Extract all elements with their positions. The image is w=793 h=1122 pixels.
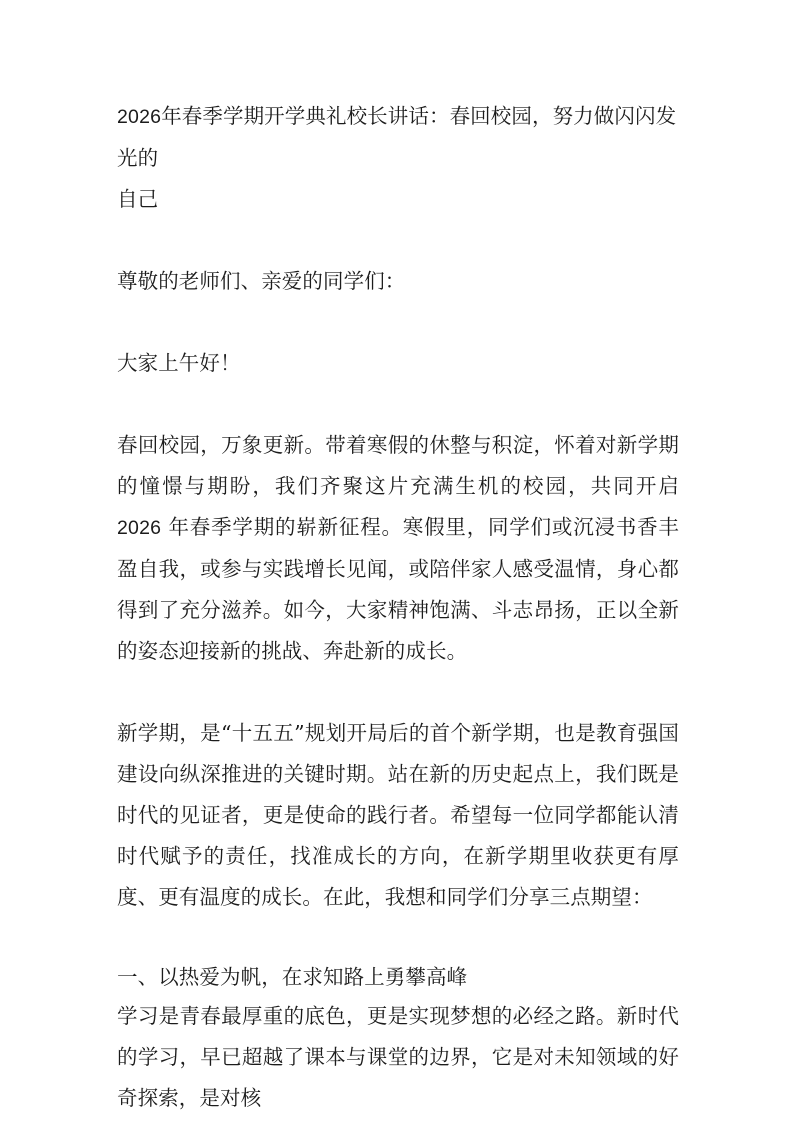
greeting: 大家上午好！ [117, 351, 241, 375]
title-text-line2: 自己 [117, 187, 159, 211]
paragraph-one-year: 2026 [117, 517, 162, 539]
blank-line-4 [117, 672, 679, 713]
blank-line-5 [117, 918, 679, 959]
blank-line-3 [117, 384, 679, 425]
paragraph-one-part-b: 年春季学期的崭新征程。寒假里，同学们或沉浸书香丰盈自我，或参与实践增长见闻，或陪伴家人感受温情，身心都得到了充分滋养。如今，大家精神饱满、斗志昂扬，正以全新的姿态迎接新的挑战、奔赴新的成长。 [117, 515, 679, 663]
blank-line-2 [117, 302, 679, 343]
section-heading-one: 一、以热爱为帆，在求知路上勇攀高峰 [117, 965, 468, 989]
paragraph-one [117, 425, 679, 672]
title-text: 年春季学期开学典礼校长讲话：春回校园，努力做闪闪发光的 [117, 104, 677, 170]
title-year: 2026 [117, 106, 162, 128]
section-one-body: 学习是青春最厚重的底色，更是实现梦想的必经之路。新时代的学习，早已超越了课本与课堂的边界，它是对未知领域的好奇探索，是对核 [117, 1004, 679, 1110]
page-footer-margin [0, 1022, 793, 1122]
page-header-margin [0, 0, 793, 96]
paragraph-two: 新学期，是“十五五”规划开局后的首个新学期，也是教育强国建设向纵深推进的关键时期。站在新的历史起点上，我们既是时代的见证者，更是使命的践行者。希望每一位同学都能认清时代赋予的责任，找准成长的方向，在新学期里收获更有厚度、更有温度的成长。在此，我想和同学们分享三点期望： [117, 721, 679, 909]
blank-line-1 [117, 220, 679, 261]
salutation: 尊敬的老师们、亲爱的同学们： [117, 269, 406, 293]
document-title [117, 96, 679, 220]
paragraph-one-part-a: 春回校园，万象更新。带着寒假的休整与积淀，怀着对新学期的憧憬与期盼，我们齐聚这片充满生机的校园，共同开启 [117, 433, 679, 498]
document-body [117, 96, 679, 1119]
